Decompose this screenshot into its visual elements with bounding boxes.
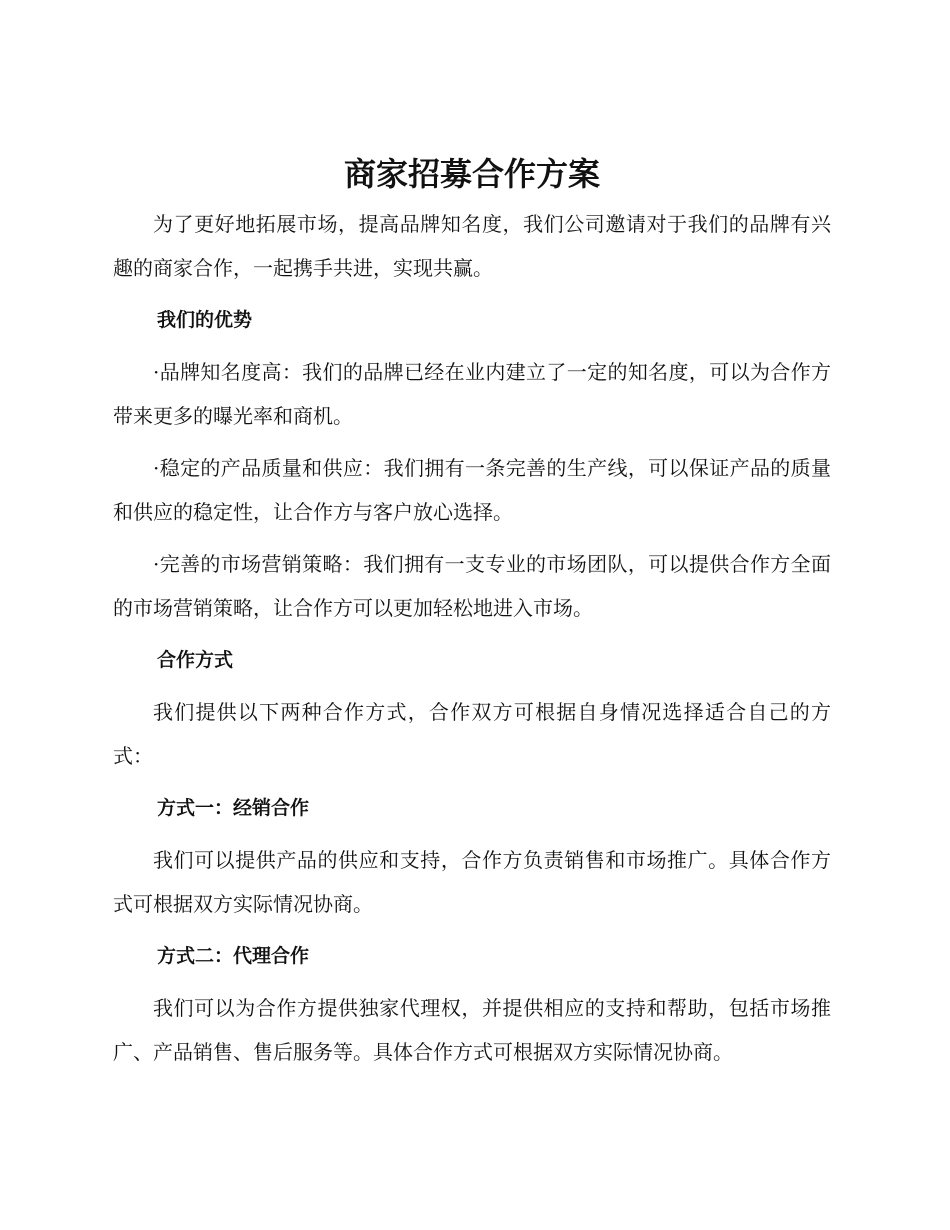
- spacer: [113, 290, 831, 298]
- mode-two-paragraph: 我们可以为合作方提供独家代理权，并提供相应的支持和帮助，包括市场推广、产品销售、售后服务等。具体合作方式可根据双方实际情况协商。: [113, 996, 831, 1064]
- advantage-item-quality: ·稳定的产品质量和供应：我们拥有一条完善的生产线，可以保证产品的质量和供应的稳定性，让合作方与客户放心选择。: [113, 456, 831, 524]
- advantages-heading: 我们的优势: [157, 309, 253, 331]
- spacer: [113, 778, 831, 786]
- spacer: [113, 682, 831, 690]
- spacer: [113, 830, 831, 838]
- spacer: [113, 630, 831, 638]
- mode-one-paragraph: 我们可以提供产品的供应和支持，合作方负责销售和市场推广。具体合作方式可根据双方实际情况协商。: [113, 848, 831, 916]
- mode-one-heading: 方式一：经销合作: [157, 797, 310, 819]
- document-title: 商家招募合作方案: [343, 155, 600, 193]
- cooperation-intro-paragraph: 我们提供以下两种合作方式，合作双方可根据自身情况选择适合自己的方式：: [113, 700, 831, 768]
- intro-paragraph: 为了更好地拓展市场，提高品牌知名度，我们公司邀请对于我们的品牌有兴趣的商家合作，一起携手共进，实现共赢。: [113, 212, 831, 280]
- advantage-item-brand: ·品牌知名度高：我们的品牌已经在业内建立了一定的知名度，可以为合作方带来更多的曝光率和商机。: [113, 360, 831, 428]
- spacer: [113, 926, 831, 934]
- spacer: [113, 534, 831, 542]
- mode-two-heading: 方式二：代理合作: [157, 945, 310, 967]
- advantage-item-marketing: ·完善的市场营销策略：我们拥有一支专业的市场团队，可以提供合作方全面的市场营销策略，让合作方可以更加轻松地进入市场。: [113, 552, 831, 620]
- document-page: [113, 146, 831, 1074]
- spacer: [113, 978, 831, 986]
- spacer: [113, 342, 831, 350]
- spacer: [113, 438, 831, 446]
- cooperation-heading: 合作方式: [157, 649, 234, 671]
